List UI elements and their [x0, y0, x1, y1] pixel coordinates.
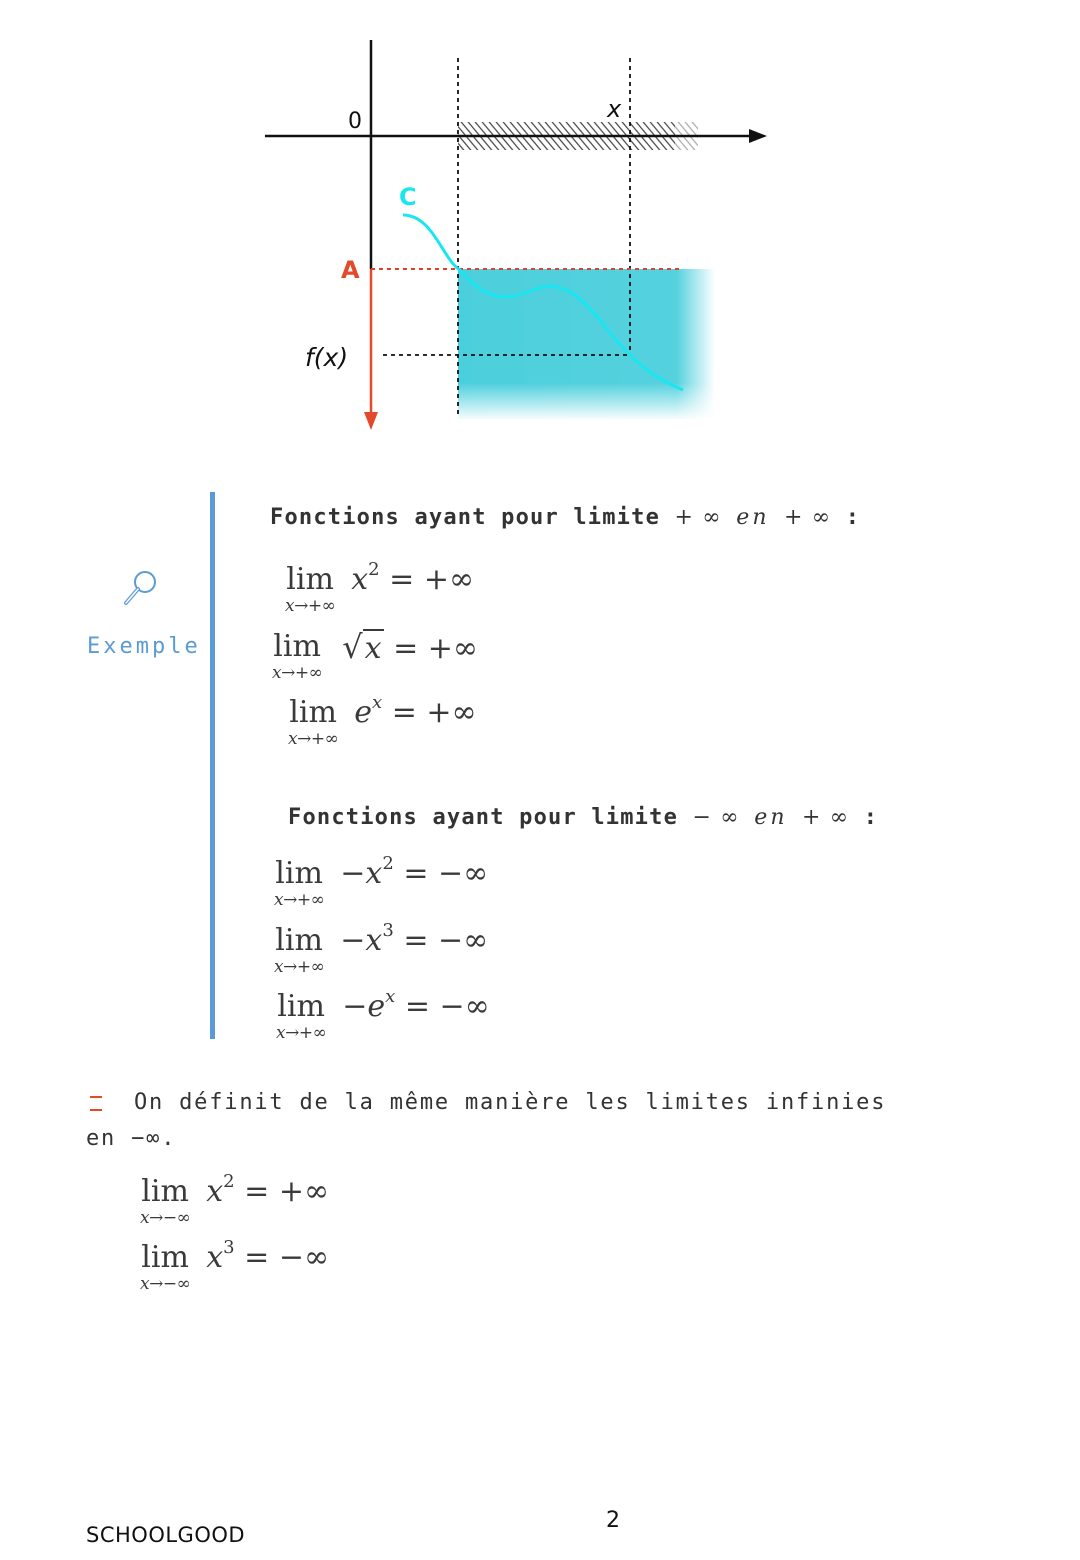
note-marker-icon — [89, 1094, 103, 1114]
section2-heading: Fonctions ayant pour limite − ∞ en + ∞ : — [288, 805, 879, 830]
page-number: 2 — [606, 1508, 620, 1533]
origin-label: 0 — [348, 109, 362, 134]
formula-minus-inf-x3: lim x→−∞ $x^3$ = −∞ — [140, 1237, 329, 1294]
formula-neg-exp: lim x→+∞ $-e^x$ = −∞ — [276, 986, 490, 1043]
exemple-sidebar-bar — [210, 492, 215, 1039]
formula-x2-plus: lim x→+∞ $x^2$ = +∞ — [285, 559, 474, 616]
formula-neg-x3: lim x→+∞ $-x^3$ = −∞ — [274, 920, 489, 977]
formula-exp-plus: lim x→+∞ $e^x$ = +∞ — [288, 692, 477, 749]
curve-label: C — [399, 183, 417, 211]
formula-sqrt-plus: lim x→+∞ √x = +∞ — [272, 628, 478, 683]
limit-figure — [255, 30, 785, 440]
exemple-label: Exemple — [87, 634, 201, 659]
note-line-2: en −∞. — [86, 1126, 177, 1151]
formula-minus-inf-x2: lim x→−∞ $x^2$ = +∞ — [140, 1171, 329, 1228]
y-axis-arrow — [364, 412, 378, 430]
x-axis-arrow — [749, 129, 767, 143]
fx-label: f(x) — [305, 343, 349, 372]
section1-heading: Fonctions ayant pour limite + ∞ en + ∞ : — [270, 505, 861, 530]
brand-footer: SCHOOLGOOD — [86, 1523, 246, 1547]
formula-neg-x2: lim x→+∞ $-x^2$ = −∞ — [274, 853, 489, 910]
a-label: A — [341, 256, 360, 284]
magnifier-icon — [118, 565, 162, 609]
x-label: x — [607, 95, 622, 123]
note-line-1: On définit de la même manière les limites infinies — [134, 1090, 887, 1115]
